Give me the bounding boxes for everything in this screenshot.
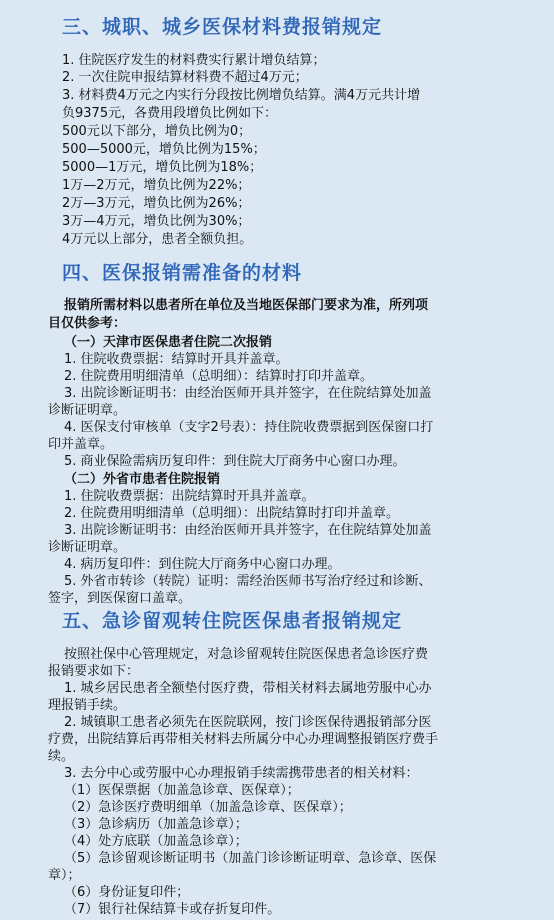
section-4-other-line: 诊断证明章。 (48, 540, 127, 555)
section-3-line: 5000—1万元，增负比例为18%； (62, 160, 263, 175)
section-4-other-line: 4. 病历复印件：到住院大厅商务中心窗口办理。 (64, 557, 341, 572)
section-5-line: 理报销手续。 (48, 698, 127, 713)
section-4-intro: 报销所需材料以患者所在单位及当地医保部门要求为准，所列项 (64, 298, 429, 313)
section-3-line: 2万—3万元，增负比例为26%； (62, 196, 251, 211)
section-3-line: 500元以下部分，增负比例为0； (62, 124, 252, 139)
section-5-line: 章）； (48, 868, 81, 883)
section-4-other-line: 1. 住院收费票据：出院结算时开具并盖章。 (64, 489, 315, 504)
section-4-intro: 目仅供参考： (48, 316, 127, 331)
section-4-other-line: 5. 外省市转诊（转院）证明：需经治医师书写治疗经过和诊断、 (64, 574, 432, 589)
section-4-tianjin-line: 5. 商业保险需病历复印件：到住院大厅商务中心窗口办理。 (64, 454, 406, 469)
section-5-line: （6）身份证复印件； (64, 885, 190, 900)
section-5-line: 3. 去分中心或劳服中心办理报销手续需携带患者的相关材料： (64, 766, 419, 781)
section-5-title: 五、急诊留观转住院医保患者报销规定 (62, 610, 403, 632)
section-4-tianjin-line: 诊断证明章。 (48, 403, 127, 418)
section-3-line: 1. 住院医疗发生的材料费实行累计增负结算； (62, 53, 326, 68)
section-5-line: （4）处方底联（加盖急诊章）； (64, 834, 248, 849)
section-5-line: 按照社保中心管理规定，对急诊留观转住院医保患者急诊医疗费 (64, 647, 429, 662)
section-5-line: （3）急诊病历（加盖急诊章）； (64, 817, 248, 832)
section-3-line: 500—5000元，增负比例为15%； (62, 142, 266, 157)
section-5-line: 2. 城镇职工患者必须先在医院联网，按门诊医保待遇报销部分医 (64, 715, 432, 730)
section-5-line: （2）急诊医疗费明细单（加盖急诊章、医保章）； (64, 800, 352, 815)
section-5-line: 1. 城乡居民患者全额垫付医疗费，带相关材料去属地劳服中心办 (64, 681, 432, 696)
section-4-tianjin-line: 印并盖章。 (48, 437, 114, 452)
section-3-line: 负9375元，各费用段增负比例如下： (62, 106, 278, 121)
section-4-tianjin-line: 1. 住院收费票据：结算时开具并盖章。 (64, 352, 289, 367)
section-3-line: 2. 一次住院申报结算材料费不超过4万元； (62, 70, 308, 85)
section-5-line: （7）银行社保结算卡或存折复印件。 (64, 902, 281, 917)
section-5-line: 续。 (48, 749, 75, 764)
section-3-line: 3. 材料费4万元之内实行分段按比例增负结算。满4万元共计增 (62, 88, 421, 103)
section-5-line: （5）急诊留观诊断证明书（加盖门诊诊断证明章、急诊章、医保 (64, 851, 437, 866)
section-4-other-line: 签字，到医保窗口盖章。 (48, 591, 192, 606)
section-4-tianjin-line: 4. 医保支付审核单（支字2号表）：持住院收费票据到医保窗口打 (64, 420, 434, 435)
section-5-line: （1）医保票据（加盖急诊章、医保章）； (64, 783, 300, 798)
section-5-line: 疗费，出院结算后再带相关材料去所属分中心办理调整报销医疗费手 (48, 732, 439, 747)
section-3-line: 1万—2万元，增负比例为22%； (62, 178, 251, 193)
section-4-subheading-other-province: （二）外省市患者住院报销 (64, 472, 221, 487)
section-4-tianjin-line: 3. 出院诊断证明书：由经治医师开具并签字，在住院结算处加盖 (64, 386, 432, 401)
section-3-title: 三、城职、城乡医保材料费报销规定 (62, 16, 383, 38)
section-4-subheading-tianjin: （一）天津市医保患者住院二次报销 (64, 335, 273, 350)
section-4-tianjin-line: 2. 住院费用明细清单（总明细）：结算时打印并盖章。 (64, 369, 374, 384)
section-3-line: 4万元以上部分，患者全额负担。 (62, 232, 253, 247)
section-4-other-line: 3. 出院诊断证明书：由经治医师开具并签字，在住院结算处加盖 (64, 523, 432, 538)
section-3-line: 3万—4万元，增负比例为30%； (62, 214, 251, 229)
section-4-other-line: 2. 住院费用明细清单（总明细）：出院结算时打印并盖章。 (64, 506, 400, 521)
section-5-line: 报销要求如下： (48, 664, 140, 679)
section-4-title: 四、医保报销需准备的材料 (62, 262, 303, 284)
